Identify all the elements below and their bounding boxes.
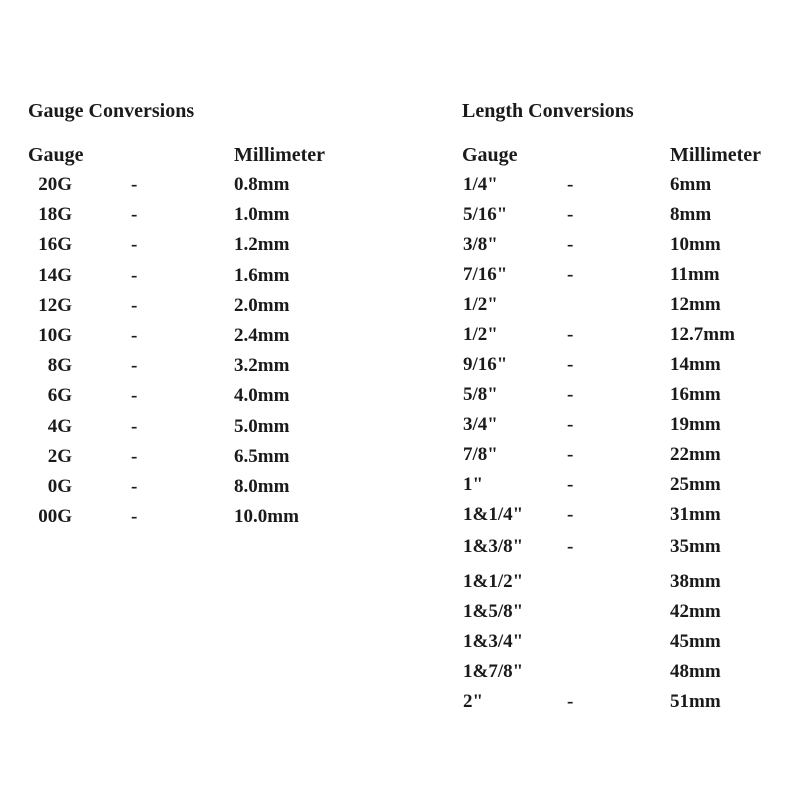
gauge-cell: 20G — [38, 174, 72, 195]
gauge-cell: 3/8" — [463, 234, 498, 255]
table-row — [462, 414, 792, 440]
gauge-cell: 0G — [47, 476, 72, 497]
separator-dash: - — [567, 204, 574, 225]
millimeter-cell: 31mm — [670, 504, 721, 525]
millimeter-cell: 11mm — [670, 264, 720, 285]
table-row — [462, 691, 792, 717]
table-row — [462, 354, 792, 380]
millimeter-cell: 22mm — [670, 444, 721, 465]
millimeter-column-header: Millimeter — [234, 144, 326, 166]
separator-dash: - — [567, 234, 574, 255]
millimeter-cell: 25mm — [670, 474, 721, 495]
gauge-cell: 1/2" — [463, 324, 498, 345]
millimeter-cell: 12.7mm — [670, 324, 735, 345]
table-row — [28, 295, 368, 321]
gauge-cell: 12G — [38, 294, 72, 316]
separator-dash: - — [131, 234, 138, 256]
separator-dash: - — [567, 354, 574, 375]
gauge-conversions-title: Gauge Conversions — [28, 100, 195, 122]
separator-dash: - — [131, 294, 138, 316]
table-row — [28, 325, 368, 351]
table-row — [462, 601, 792, 627]
separator-dash: - — [131, 385, 138, 407]
separator-dash: - — [567, 504, 574, 525]
separator-dash: - — [131, 174, 138, 195]
millimeter-cell: 8mm — [670, 204, 712, 225]
table-row — [28, 355, 368, 381]
table-row — [28, 416, 368, 442]
table-row — [462, 324, 792, 350]
separator-dash: - — [131, 476, 138, 497]
length-gauge-column-header: Gauge — [462, 144, 518, 166]
separator-dash: - — [567, 264, 574, 285]
millimeter-cell: 8.0mm — [234, 476, 290, 497]
gauge-cell: 10G — [38, 325, 72, 346]
table-row — [28, 446, 368, 472]
separator-dash: - — [567, 474, 574, 495]
gauge-cell: 1&3/8" — [463, 536, 524, 557]
table-row — [462, 444, 792, 470]
gauge-cell: 1&1/2" — [463, 571, 524, 592]
millimeter-cell: 51mm — [670, 691, 721, 712]
table-row — [462, 294, 792, 320]
millimeter-cell: 48mm — [670, 661, 721, 682]
millimeter-cell: 3.2mm — [234, 355, 290, 377]
millimeter-cell: 4.0mm — [234, 385, 290, 407]
table-row — [462, 504, 792, 530]
gauge-cell: 1/4" — [463, 174, 498, 195]
separator-dash: - — [567, 444, 574, 465]
gauge-cell: 1&3/4" — [463, 631, 524, 652]
gauge-cell: 3/4" — [463, 414, 498, 435]
millimeter-cell: 35mm — [670, 536, 721, 557]
millimeter-cell: 14mm — [670, 354, 721, 375]
separator-dash: - — [131, 506, 138, 528]
gauge-cell: 1&5/8" — [463, 601, 524, 622]
gauge-cell: 5/16" — [463, 204, 508, 225]
separator-dash: - — [131, 264, 138, 286]
millimeter-cell: 38mm — [670, 571, 721, 592]
separator-dash: - — [567, 384, 574, 405]
table-row — [28, 476, 368, 502]
separator-dash: - — [567, 536, 574, 557]
millimeter-cell: 1.6mm — [234, 264, 290, 286]
table-row — [28, 174, 368, 200]
millimeter-cell: 19mm — [670, 414, 721, 435]
gauge-cell: 2" — [463, 691, 484, 712]
gauge-cell: 00G — [38, 506, 72, 528]
table-row — [28, 234, 368, 260]
millimeter-cell: 42mm — [670, 601, 721, 622]
table-row — [28, 204, 368, 230]
millimeter-cell: 6.5mm — [234, 445, 290, 467]
table-row — [462, 384, 792, 410]
millimeter-cell: 2.4mm — [234, 325, 290, 346]
separator-dash: - — [131, 415, 138, 437]
millimeter-cell: 12mm — [670, 294, 721, 315]
table-row — [28, 385, 368, 411]
gauge-cell: 4G — [47, 415, 72, 437]
separator-dash: - — [131, 325, 138, 346]
millimeter-cell: 16mm — [670, 384, 721, 405]
millimeter-cell: 10.0mm — [234, 506, 299, 528]
table-row — [462, 474, 792, 500]
table-row — [462, 234, 792, 260]
millimeter-cell: 10mm — [670, 234, 721, 255]
millimeter-cell: 1.2mm — [234, 234, 290, 256]
gauge-cell: 9/16" — [463, 354, 508, 375]
separator-dash: - — [567, 174, 574, 195]
gauge-cell: 1" — [463, 474, 484, 495]
gauge-cell: 7/16" — [463, 264, 508, 285]
separator-dash: - — [131, 355, 138, 377]
table-row — [462, 174, 792, 200]
separator-dash: - — [131, 445, 138, 467]
gauge-cell: 1&7/8" — [463, 661, 524, 682]
gauge-cell: 1/2" — [463, 294, 498, 315]
separator-dash: - — [567, 324, 574, 345]
length-millimeter-column-header: Millimeter — [670, 144, 762, 166]
gauge-cell: 8G — [47, 355, 72, 377]
table-row — [462, 204, 792, 230]
gauge-cell: 1&1/4" — [463, 504, 524, 525]
gauge-cell: 16G — [38, 234, 72, 256]
table-row — [28, 265, 368, 291]
gauge-cell: 6G — [47, 385, 72, 407]
table-row — [28, 506, 368, 532]
millimeter-cell: 1.0mm — [234, 204, 290, 226]
millimeter-cell: 2.0mm — [234, 294, 290, 316]
gauge-cell: 18G — [38, 204, 72, 226]
millimeter-cell: 6mm — [670, 174, 712, 195]
gauge-cell: 7/8" — [463, 444, 498, 465]
table-row — [462, 536, 792, 562]
table-row — [462, 571, 792, 597]
table-row — [462, 264, 792, 290]
separator-dash: - — [131, 204, 138, 226]
table-row — [462, 631, 792, 657]
millimeter-cell: 45mm — [670, 631, 721, 652]
table-row — [462, 661, 792, 687]
gauge-cell: 5/8" — [463, 384, 498, 405]
gauge-column-header: Gauge — [28, 144, 84, 166]
separator-dash: - — [567, 414, 574, 435]
gauge-cell: 2G — [47, 445, 72, 467]
gauge-cell: 14G — [38, 264, 72, 286]
millimeter-cell: 0.8mm — [234, 174, 290, 195]
length-conversions-title: Length Conversions — [462, 100, 634, 122]
millimeter-cell: 5.0mm — [234, 415, 290, 437]
separator-dash: - — [567, 691, 574, 712]
